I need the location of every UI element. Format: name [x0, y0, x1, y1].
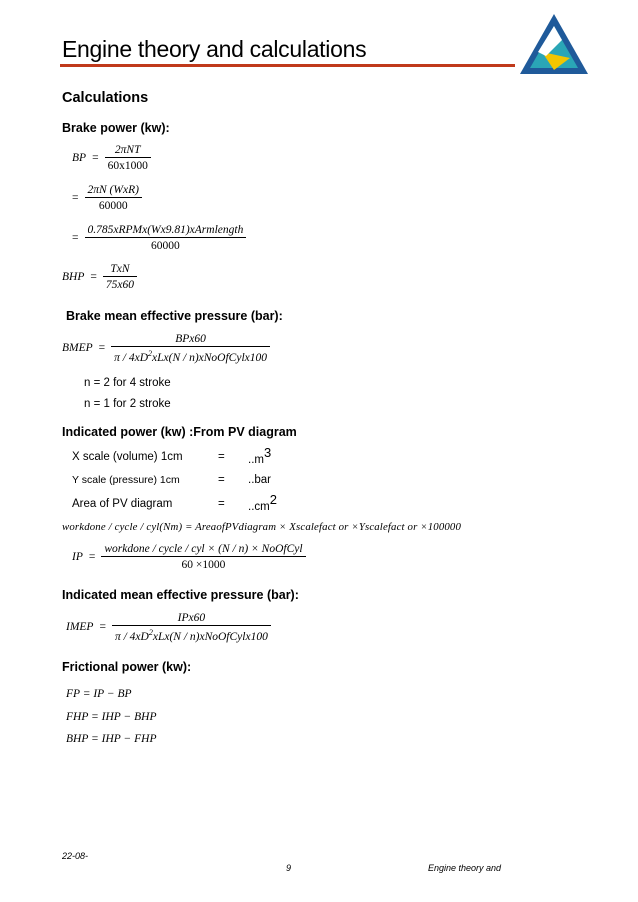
imep-heading: Indicated mean effective pressure (bar):	[62, 588, 299, 602]
frictional-power-heading: Frictional power (kw):	[62, 660, 192, 674]
bp3-numerator: 0.785xRPMx(Wx9.81)xArmlength	[85, 224, 247, 238]
imep-den-b: xLx(N / n)xNoOfCylx100	[152, 630, 268, 643]
ip-numerator: workdone / cycle / cyl × (N / n) × NoOfCyl	[101, 543, 305, 557]
footer-page-number: 9	[286, 863, 292, 873]
imep-formula: IMEP = $\frac{\text{IPx60}}{\pi / 4xD^2xLx(N / n)xNoOfCylx100}$	[66, 612, 271, 643]
bmep-den-b: xLx(N / n)xNoOfCylx100	[152, 351, 268, 364]
page-title: Engine theory and calculations	[62, 36, 367, 62]
x-scale-eq: =	[218, 451, 225, 463]
bp-formula-3: = $\frac{\text{0.785xRPMx(Wx9.81)xArmlength}}{60000}$	[72, 224, 246, 252]
indicated-power-heading: Indicated power (kw) :From PV diagram	[62, 425, 297, 439]
bp-denominator: 60x1000	[107, 160, 148, 172]
pv-area-value: ..cm2	[248, 492, 277, 513]
brake-power-heading: Brake power (kw):	[62, 121, 170, 135]
bp-formula-2: = $\frac{\text{2πN (WxR)}}{60000}$	[72, 184, 142, 212]
bmep-numerator: BPx60	[111, 333, 270, 347]
pv-area-label: Area of PV diagram	[72, 498, 173, 510]
y-scale-value: ..bar	[248, 474, 272, 486]
bhp-difference-formula: BHP = IHP − FHP	[66, 733, 157, 745]
title-rule	[60, 64, 515, 67]
bp2-numerator: 2πN (WxR)	[85, 184, 142, 198]
ip-denominator: 60 ×1000	[181, 559, 226, 571]
imep-lhs: IMEP	[66, 621, 94, 634]
bp-formula: BP = $\frac{\text{2πNT}}{60x1000}$	[72, 144, 151, 172]
bhp-numerator: TxN	[103, 263, 137, 277]
pv-area-eq: =	[218, 498, 225, 510]
bp-numerator: 2πNT	[105, 144, 151, 158]
fhp-formula: FHP = IHP − BHP	[66, 711, 157, 723]
fp-formula: FP = IP − BP	[66, 688, 132, 700]
ip-formula: IP = $\frac{\text{workdone / cycle / cyl × (N / n) × NoOfCyl}}{60 \times 1000}$	[72, 543, 306, 571]
imep-den-a: π / 4xD	[114, 630, 149, 643]
bp2-denominator: 60000	[98, 200, 128, 212]
ip-lhs: IP	[72, 551, 83, 563]
imep-den-sup: 2	[148, 628, 153, 637]
bmep-heading: Brake mean effective pressure (bar):	[66, 309, 283, 323]
imep-numerator: IPx60	[112, 612, 271, 626]
footer-date: 22-08-	[62, 851, 89, 861]
footer-title: Engine theory and	[428, 863, 502, 873]
workdone-formula: workdone / cycle / cyl(Nm) = AreaofPVdiagram × Xscalefact or ×Yscalefact or ×100000	[62, 521, 462, 533]
company-logo-icon	[518, 12, 590, 76]
y-scale-eq: =	[218, 474, 225, 486]
bp3-denominator: 60000	[151, 240, 180, 252]
bp-lhs: BP	[72, 152, 87, 164]
stroke-note-4: n = 2 for 4 stroke	[84, 377, 171, 389]
bhp-lhs: BHP	[62, 271, 85, 283]
bhp-denominator: 75x60	[105, 279, 134, 291]
bmep-lhs: BMEP	[62, 342, 93, 355]
stroke-note-2: n = 1 for 2 stroke	[84, 398, 171, 410]
x-scale-value: ..m3	[248, 445, 272, 466]
bmep-den-a: π / 4xD	[114, 351, 149, 364]
y-scale-label: Y scale (pressure) 1cm	[72, 474, 180, 486]
bhp-formula: BHP = $\frac{\text{TxN}}{75x60}$	[62, 263, 137, 291]
x-scale-label: X scale (volume) 1cm	[72, 451, 183, 463]
section-heading: Calculations	[62, 90, 149, 106]
bmep-formula: BMEP = $\frac{\text{BPx60}}{\pi / 4xD^2xLx(N / n)xNoOfCylx100}$	[62, 333, 270, 364]
bmep-den-sup: 2	[148, 349, 153, 358]
